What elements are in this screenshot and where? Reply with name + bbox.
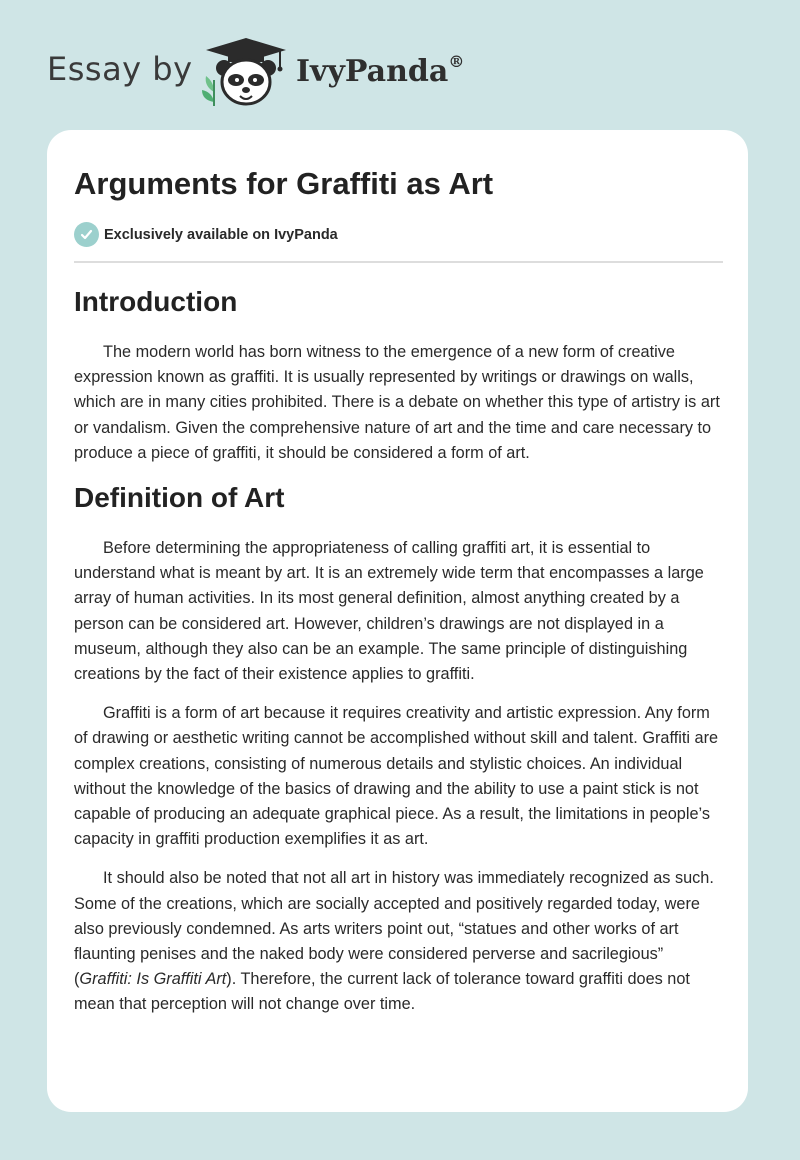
paragraph: Graffiti is a form of art because it requires creativity and artistic expression. Any form of drawing or aesthetic writing cannot be accomplished without skill and talent. Graffiti are complex creations, consisting of numerous details and stylistic choices. An individual without the knowledge of the basics of drawing and the ability to use a paint stick is not capable of producing an adequate graphical piece. As a result, the limitations in people’s capacity in graffiti production exemplifies it as art. [74, 704, 719, 849]
brand-name [296, 54, 464, 89]
brand-prefix: Essay by [47, 50, 193, 88]
paragraph-with-citation [74, 866, 723, 1017]
paragraph: Before determining the appropriateness of calling graffiti art, it is essential to understand what is meant by art. It is an extremely wide term that encompasses a large array of human activities. In its most general definition, almost anything created by a person can be considered art. However, children’s drawings are not displayed in a museum, although they also can be an example. The same principle of distinguishing creations by the fact of their existence applies to graffiti. [74, 539, 704, 684]
paragraph: The modern world has born witness to the emergence of a new form of creative expression known as graffiti. It is usually represented by writings or drawings on walls, which are in many cities prohibited. There is a debate on whether this type of artistry is art or vandalism. Given the comprehensive nature of art and the time and care necessary to produce a piece of graffiti, it should be considered a form of art. [74, 343, 720, 462]
section-heading-introduction: Introduction [74, 286, 238, 317]
badge-text: Exclusively available on IvyPanda [104, 226, 338, 243]
essay-card [47, 130, 748, 1112]
citation-title: Graffiti: Is Graffiti Art [79, 970, 227, 989]
check-icon [74, 222, 99, 247]
paragraph-text: It should also be noted that not all art in history was immediately recognized as such. Some of the creations, which are socially accepted and positively regarded today, were also previously condemned. As arts writers point out, “statues and other works of art flaunting penises and the naked body were considered perverse and sacrilegious” ( [74, 869, 714, 989]
essay-title: Arguments for Graffiti as Art [74, 166, 494, 201]
site-header [0, 0, 800, 130]
exclusive-badge [74, 222, 338, 247]
registered-mark: ® [448, 52, 465, 71]
paragraph-text: ). Therefore, the current lack of tolerance toward graffiti does not mean that perception will not change over time. [74, 970, 690, 1014]
essay-body [74, 280, 723, 1018]
title-divider [74, 261, 723, 263]
panda-graduate-logo-icon[interactable] [200, 36, 292, 110]
section-heading-definition-of-art: Definition of Art [74, 482, 285, 514]
brand-name-text: IvyPanda [296, 54, 449, 89]
